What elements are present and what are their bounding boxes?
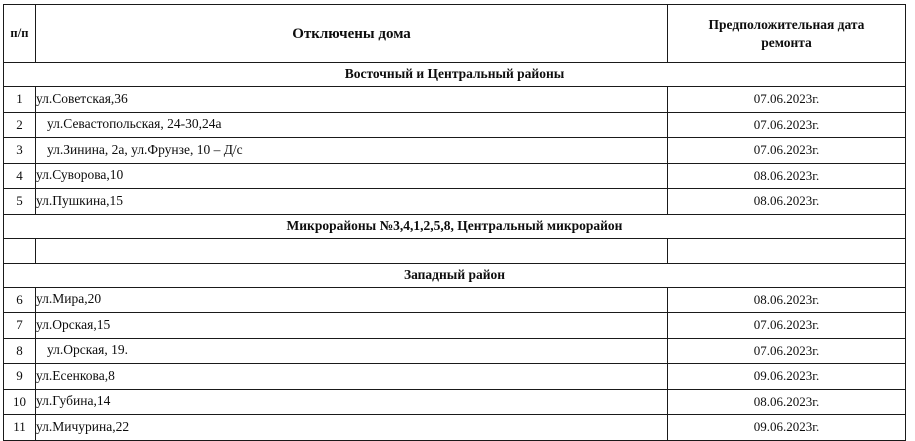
row-number: 11 bbox=[4, 415, 36, 441]
row-number: 6 bbox=[4, 287, 36, 313]
table-row bbox=[4, 138, 906, 164]
table-row bbox=[4, 364, 906, 390]
row-house: ул.Мира,20 bbox=[36, 287, 668, 313]
column-header-repair-date bbox=[668, 5, 906, 63]
section-header-row bbox=[4, 63, 906, 87]
row-house: ул.Севастопольская, 24-30,24а bbox=[36, 112, 668, 138]
column-header-repair-date-line1: Предположительная дата bbox=[708, 16, 865, 32]
row-house: ул.Есенкова,8 bbox=[36, 364, 668, 390]
section-header-row bbox=[4, 263, 906, 287]
row-date: 09.06.2023г. bbox=[668, 415, 906, 441]
row-date bbox=[668, 238, 906, 263]
section-title-east-central: Восточный и Центральный районы bbox=[4, 63, 906, 87]
row-house: ул.Мичурина,22 bbox=[36, 415, 668, 441]
row-date: 07.06.2023г. bbox=[668, 313, 906, 339]
row-date: 07.06.2023г. bbox=[668, 338, 906, 364]
row-number: 5 bbox=[4, 189, 36, 215]
table-row bbox=[4, 87, 906, 113]
row-date: 09.06.2023г. bbox=[668, 364, 906, 390]
row-house: ул.Зинина, 2а, ул.Фрунзе, 10 – Д/с bbox=[36, 138, 668, 164]
row-number: 7 bbox=[4, 313, 36, 339]
outage-table bbox=[3, 4, 906, 441]
row-number: 2 bbox=[4, 112, 36, 138]
row-house: ул.Губина,14 bbox=[36, 389, 668, 415]
section-title-west: Западный район bbox=[4, 263, 906, 287]
table-row bbox=[4, 313, 906, 339]
column-header-number: п/п bbox=[4, 5, 36, 63]
table-row bbox=[4, 415, 906, 441]
table-row bbox=[4, 189, 906, 215]
row-house: ул.Суворова,10 bbox=[36, 163, 668, 189]
row-date: 07.06.2023г. bbox=[668, 87, 906, 113]
row-number: 10 bbox=[4, 389, 36, 415]
table-row bbox=[4, 163, 906, 189]
row-number: 1 bbox=[4, 87, 36, 113]
section-header-row bbox=[4, 214, 906, 238]
table-head bbox=[4, 5, 906, 63]
table-row bbox=[4, 338, 906, 364]
column-header-houses: Отключены дома bbox=[36, 5, 668, 63]
row-date: 08.06.2023г. bbox=[668, 189, 906, 215]
row-house: ул.Советская,36 bbox=[36, 87, 668, 113]
table-header-row bbox=[4, 5, 906, 63]
table-row-empty bbox=[4, 238, 906, 263]
table-body bbox=[4, 63, 906, 441]
row-number: 3 bbox=[4, 138, 36, 164]
row-house: ул.Орская, 19. bbox=[36, 338, 668, 364]
table-row bbox=[4, 389, 906, 415]
column-header-repair-date-line2: ремонта bbox=[761, 34, 812, 50]
table-row bbox=[4, 287, 906, 313]
row-date: 07.06.2023г. bbox=[668, 138, 906, 164]
row-date: 08.06.2023г. bbox=[668, 287, 906, 313]
row-house bbox=[36, 238, 668, 263]
row-number: 8 bbox=[4, 338, 36, 364]
row-number: 9 bbox=[4, 364, 36, 390]
row-date: 08.06.2023г. bbox=[668, 389, 906, 415]
row-house: ул.Орская,15 bbox=[36, 313, 668, 339]
table-row bbox=[4, 112, 906, 138]
row-number bbox=[4, 238, 36, 263]
section-title-microdistricts: Микрорайоны №3,4,1,2,5,8, Центральный микрорайон bbox=[4, 214, 906, 238]
row-house: ул.Пушкина,15 bbox=[36, 189, 668, 215]
row-date: 07.06.2023г. bbox=[668, 112, 906, 138]
row-date: 08.06.2023г. bbox=[668, 163, 906, 189]
row-number: 4 bbox=[4, 163, 36, 189]
